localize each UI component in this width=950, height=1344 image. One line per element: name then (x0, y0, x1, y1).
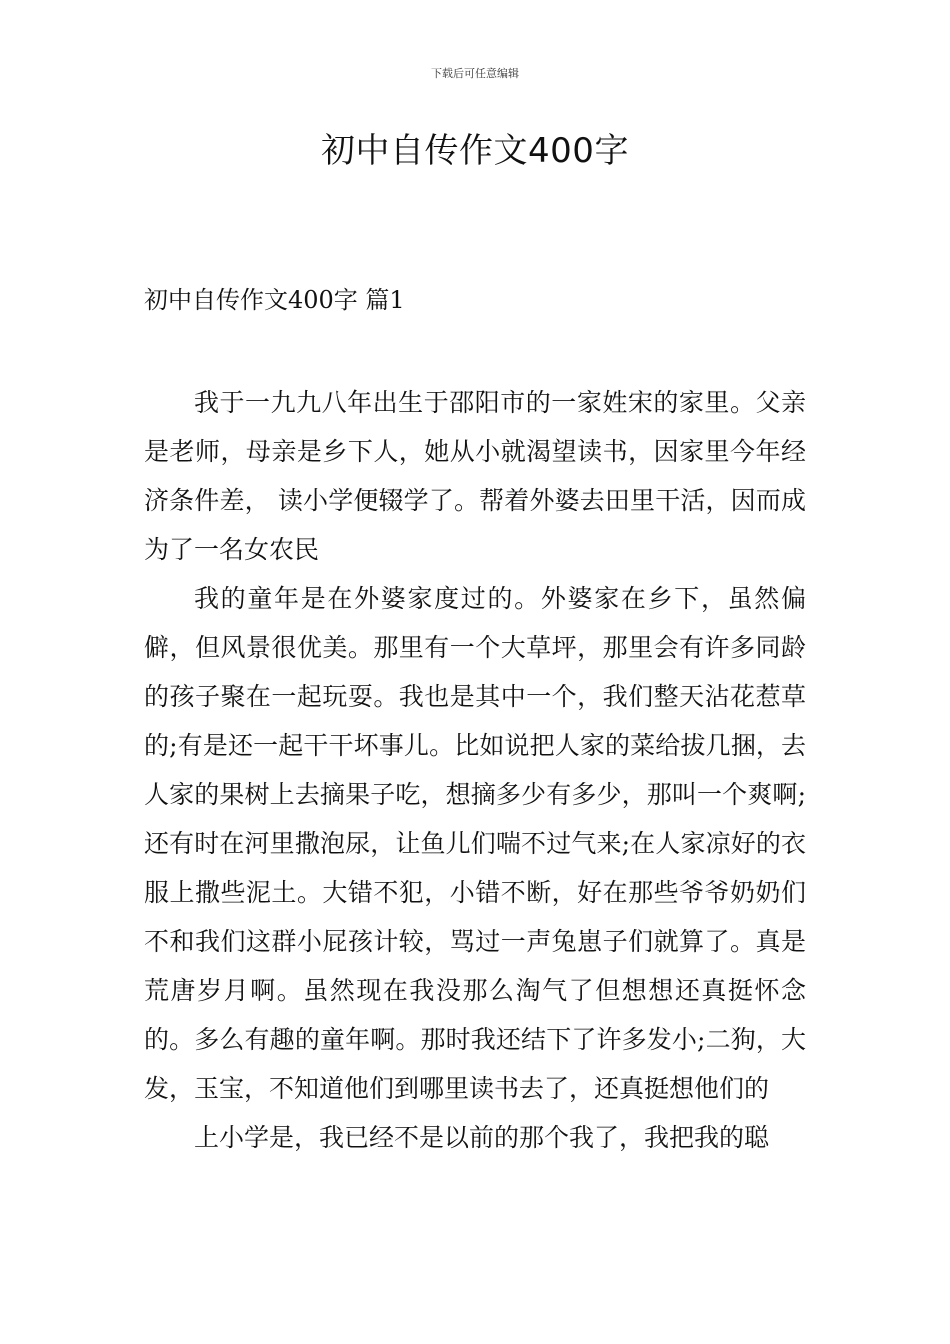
section-heading: 初中自传作文400字 篇1 (144, 286, 405, 314)
paragraph-1: 我于一九九八年出生于邵阳市的一家姓宋的家里。父亲是老师，母亲是乡下人，她从小就渴望读书，因家里今年经济条件差， 读小学便辍学了。帮着外婆去田里干活，因而成为了一名女农民 (144, 388, 806, 564)
essay-body (144, 378, 806, 1162)
document-title: 初中自传作文400字 (321, 131, 629, 171)
paragraph-2: 我的童年是在外婆家度过的。外婆家在乡下，虽然偏僻，但风景很优美。那里有一个大草坪，那里会有许多同龄的孩子聚在一起玩耍。我也是其中一个，我们整天沾花惹草的;有是还一起干干坏事儿。比如说把人家的菜给拔几捆，去人家的果树上去摘果子吃，想摘多少有多少，那叫一个爽啊;还有时在河里撒泡尿，让鱼儿们喘不过气来;在人家凉好的衣服上撒些泥土。大错不犯，小错不断，好在那些爷爷奶奶们不和我们这群小屁孩计较，骂过一声兔崽子们就算了。真是荒唐岁月啊。虽然现在我没那么淘气了但想想还真挺怀念的。多么有趣的童年啊。那时我还结下了许多发小;二狗，大发，玉宝，不知道他们到哪里读书去了，还真挺想他们的 (144, 584, 806, 1103)
paragraph-3: 上小学是，我已经不是以前的那个我了，我把我的聪 (194, 1123, 770, 1152)
header-note: 下载后可任意编辑 (431, 67, 519, 80)
